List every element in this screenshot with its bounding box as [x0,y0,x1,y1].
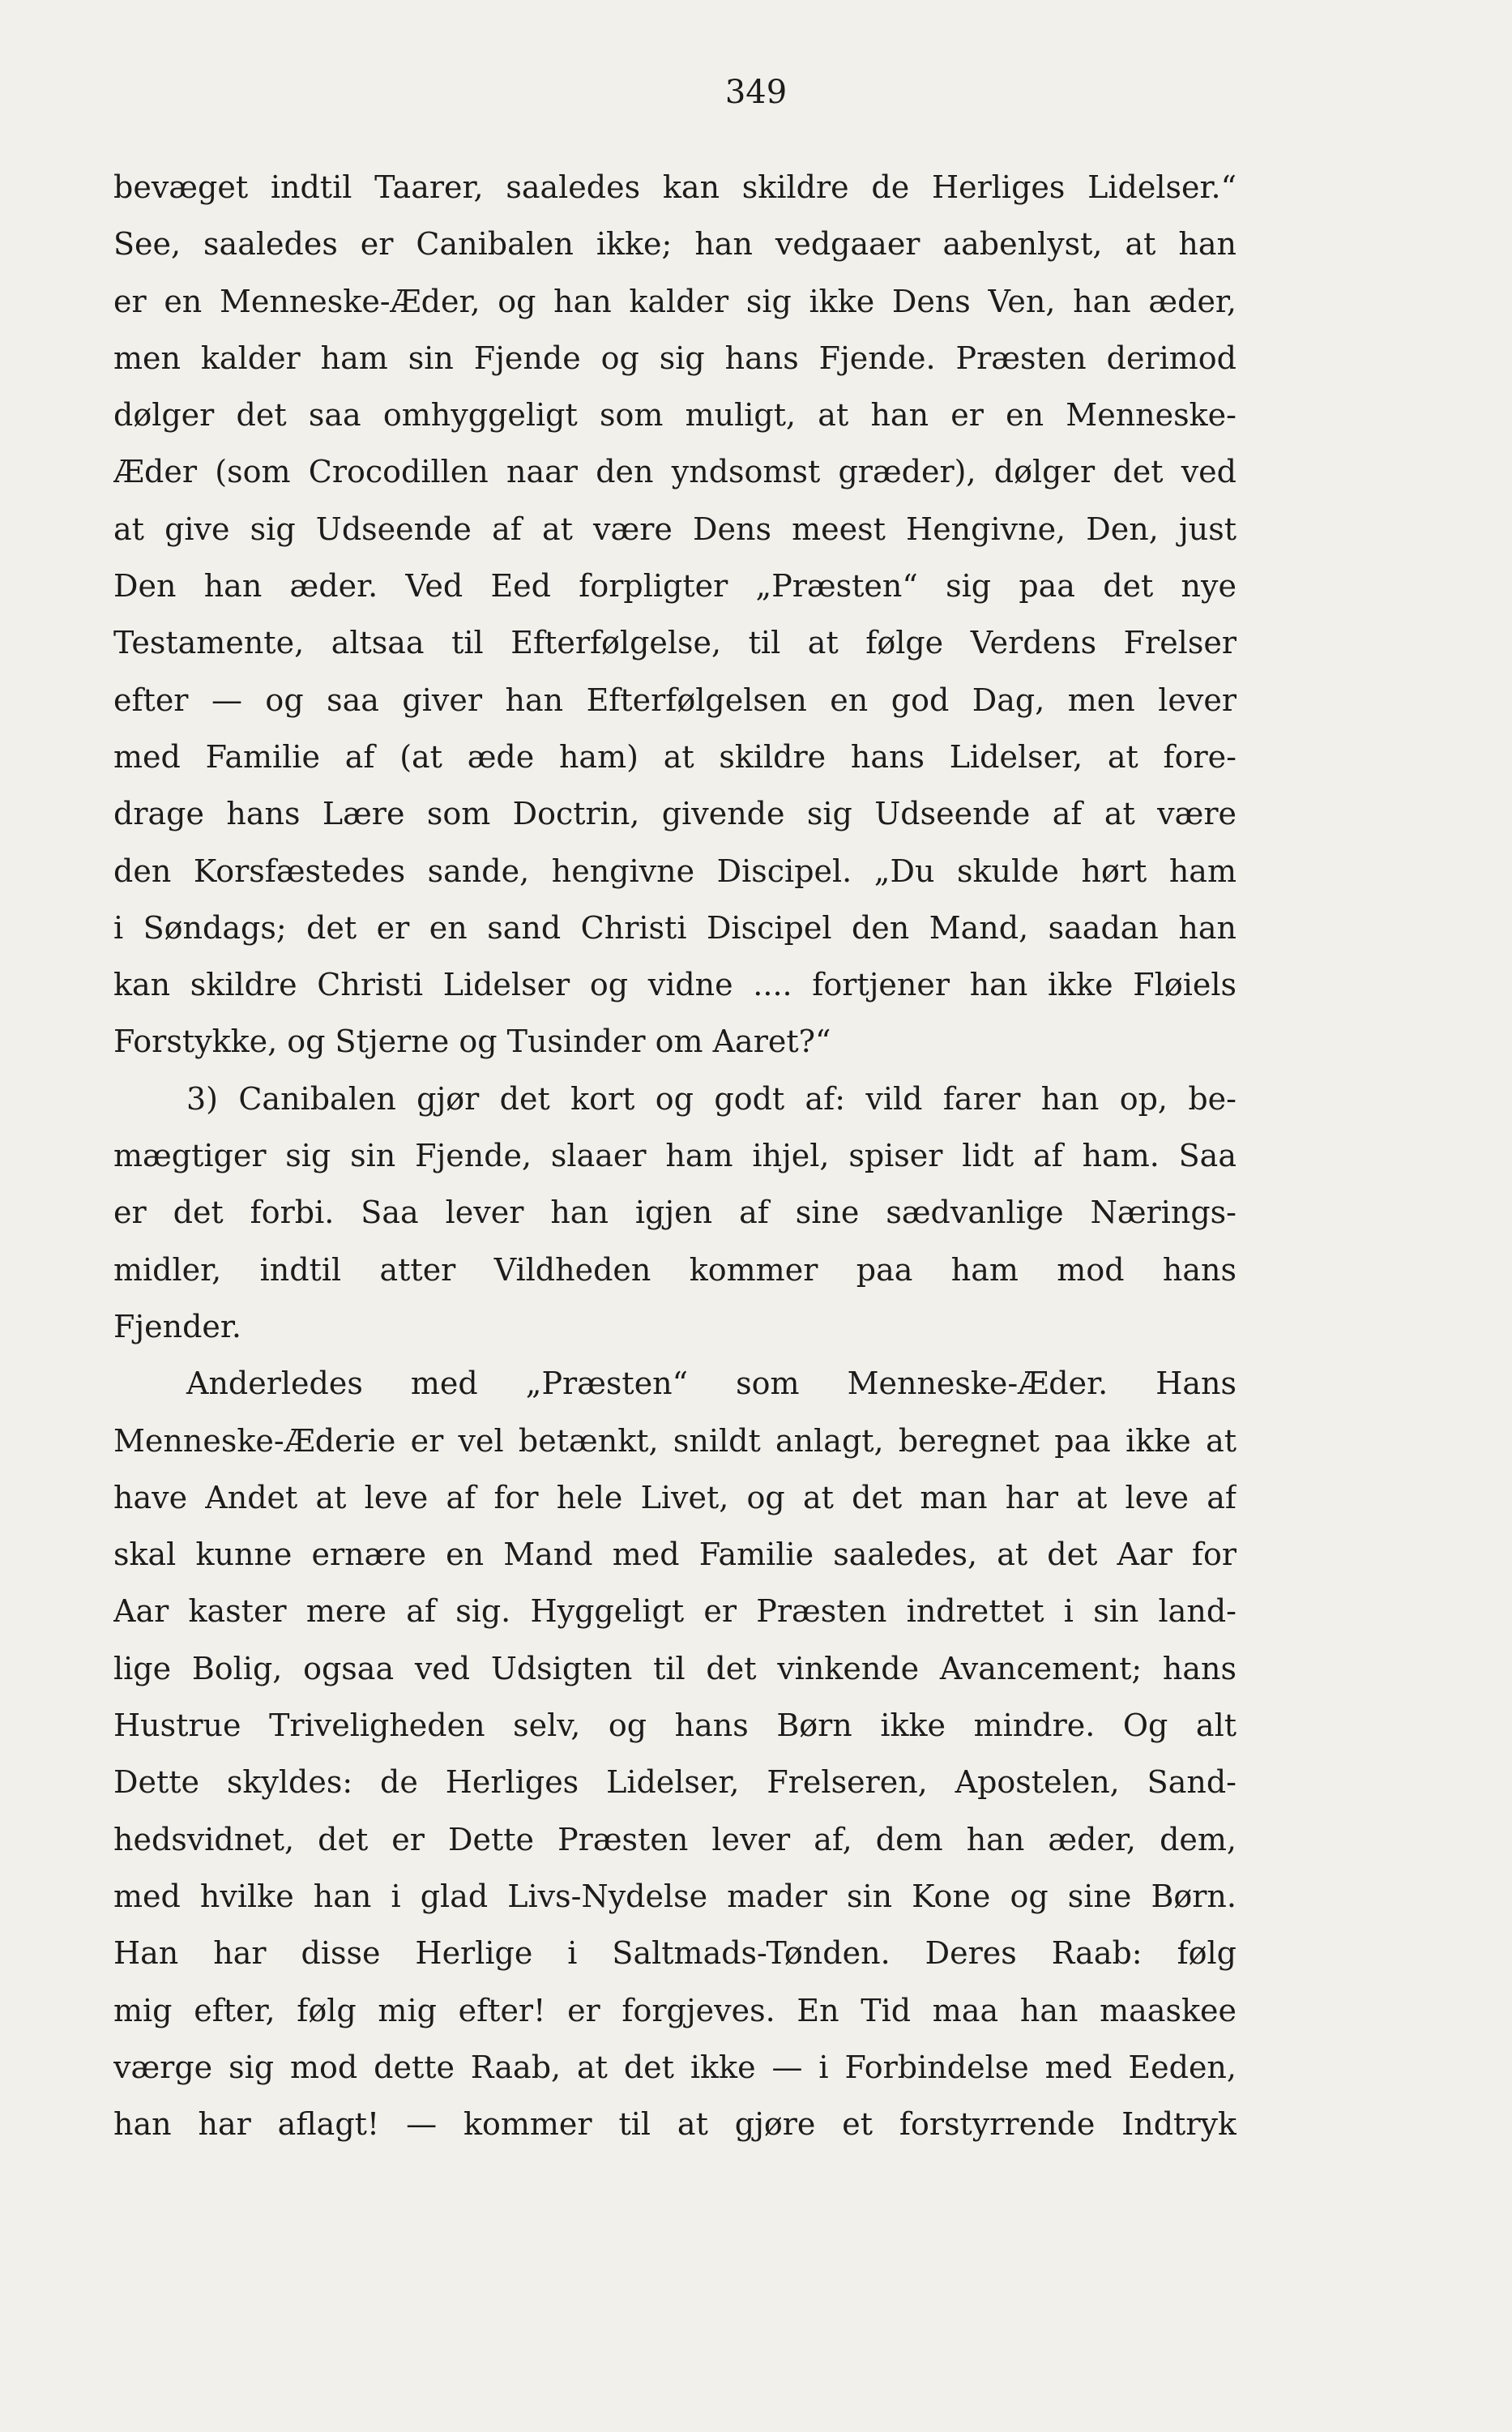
text-line: mig efter, følg mig efter! er forgjeves. En Tid maa han maaskee [113,1992,1237,2028]
page-number: 349 [724,74,788,111]
text-line: Den han æder. Ved Eed forpligter „Præsten“ sig paa det nye [113,568,1237,605]
text-line: værge sig mod dette Raab, at det ikke — i Forbindelse med Eeden, [113,2049,1237,2085]
text-line: efter — og saa giver han Efterfølgelsen en god Dag, men lever [113,682,1237,718]
text-line: lige Bolig, ogsaa ved Udsigten til det vinkende Avancement; hans [113,1650,1237,1686]
text-line: Han har disse Herlige i Saltmads-Tønden. Deres Raab: følg [113,1935,1237,1972]
text-line: Hustrue Triveligheden selv, og hans Børn ikke mindre. Og alt [113,1708,1237,1744]
text-line: dølger det saa omhyggeligt som muligt, at han er en Menneske- [113,397,1237,434]
text-line: Fjender. [113,1308,241,1344]
text-line: Testamente, altsaa til Efterfølgelse, til at følge Verdens Frelser [113,625,1237,661]
text-line: med Familie af (at æde ham) at skildre hans Lidelser, at fore- [113,738,1237,775]
body-text [113,159,1237,2152]
text-line: den Korsfæstedes sande, hengivne Discipel. „Du skulde hørt ham [113,853,1237,889]
text-line: i Søndags; det er en sand Christi Discipel den Mand, saadan han [113,909,1237,946]
text-line: kan skildre Christi Lidelser og vidne .... fortjener han ikke Fløiels [113,967,1237,1003]
text-line: have Andet at leve af for hele Livet, og at det man har at leve af [113,1479,1237,1515]
text-line: See, saaledes er Canibalen ikke; han vedgaaer aabenlyst, at han [113,226,1237,263]
text-line: Æder (som Crocodillen naar den yndsomst græder), dølger det ved [113,454,1237,490]
text-line: Aar kaster mere af sig. Hyggeligt er Præsten indrettet i sin land- [113,1593,1237,1630]
text-line: hedsvidnet, det er Dette Præsten lever af, dem han æder, dem, [113,1821,1237,1857]
text-line: drage hans Lære som Doctrin, givende sig Udseende af at være [113,796,1237,832]
text-line: Menneske-Æderie er vel betænkt, snildt anlagt, beregnet paa ikke at [113,1422,1237,1459]
text-line: at give sig Udseende af at være Dens meest Hengivne, Den, just [113,511,1237,547]
text-line: Anderledes med „Præsten“ som Menneske-Æder. Hans [186,1366,1237,1402]
text-line: men kalder ham sin Fjende og sig hans Fjende. Præsten derimod [113,340,1237,376]
text-line: er en Menneske-Æder, og han kalder sig ikke Dens Ven, han æder, [113,283,1237,319]
text-line: er det forbi. Saa lever han igjen af sine sædvanlige Nærings- [113,1195,1237,1231]
text-line: Forstykke, og Stjerne og Tusinder om Aaret?“ [113,1024,831,1060]
text-line: han har aflagt! — kommer til at gjøre et forstyrrende Indtryk [113,2106,1237,2143]
text-line: Dette skyldes: de Herliges Lidelser, Frelseren, Apostelen, Sand- [113,1764,1237,1801]
text-line: mægtiger sig sin Fjende, slaaer ham ihjel, spiser lidt af ham. Saa [113,1138,1237,1174]
text-line: skal kunne ernære en Mand med Familie saaledes, at det Aar for [113,1537,1237,1573]
text-line: midler, indtil atter Vildheden kommer paa ham mod hans [113,1251,1237,1288]
text-line: bevæget indtil Taarer, saaledes kan skildre de Herliges Lidelser.“ [113,169,1237,205]
text-line: 3) Canibalen gjør det kort og godt af: vild farer han op, be- [186,1080,1237,1117]
text-line: med hvilke han i glad Livs-Nydelse mader sin Kone og sine Børn. [113,1878,1237,1914]
